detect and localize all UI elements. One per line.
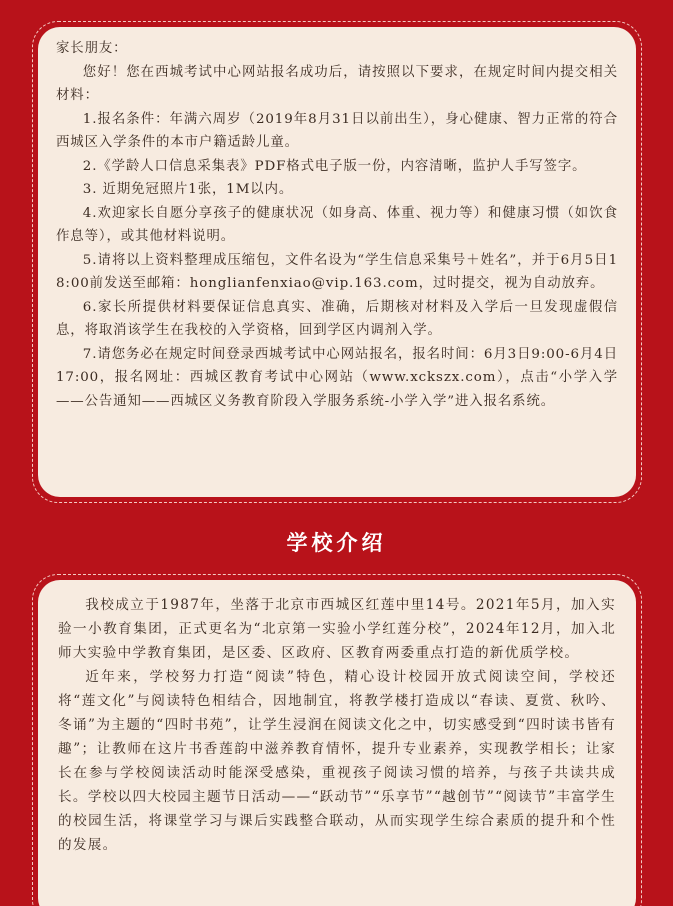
notice-item-1: 1.报名条件：年满六周岁（2019年8月31日以前出生），身心健康、智力正常的符合西城区入学条件的本市户籍适龄儿童。 [56,111,618,150]
notice-item-3: 3. 近期免冠照片1张，1M以内。 [82,182,294,197]
notice-item-4: 4.欢迎家长自愿分享孩子的健康状况（如身高、体重、视力等）和健康习惯（如饮食作息等），或其他材料说明。 [56,205,618,244]
intro-paragraph-1: 我校成立于1987年，坐落于北京市西城区红莲中里14号。2021年5月，加入实验一小教育集团，正式更名为“北京第一实验小学红莲分校”，2024年12月，加入北师大实验中学教育集团，是区委、区政府、区教育两委重点打造的新优质学校。 [58,597,616,661]
intro-paragraph-2: 近年来，学校努力打造“阅读”特色，精心设计校园开放式阅读空间，学校还将“莲文化”与阅读特色相结合，因地制宜，将教学楼打造成以“春读、夏赏、秋吟、冬诵”为主题的“四时书苑”，让学生浸润在阅读文化之中，切实感受到“四时读书皆有趣”；让教师在这片书香莲韵中滋养教育情怀，提升专业素养，实现教学相长；让家长在参与学校阅读活动时能深受感染，重视孩子阅读习惯的培养，与孩子共读共成长。学校以四大校园主题节日活动——“跃动节”“乐享节”“越创节”“阅读节”丰富学生的校园生活，将课堂学习与课后实践整合联动，从而实现学生综合素质的提升和个性的发展。 [58,669,616,853]
school-intro-card [38,580,636,906]
notice-item-5: 5.请将以上资料整理成压缩包，文件名设为“学生信息采集号＋姓名”，并于6月5日18:00前发送至邮箱：honglianfenxiao@vip.163.com，过时提交，视为自动放弃。 [56,252,618,291]
notice-item-6: 6.家长所提供材料要保证信息真实、准确，后期核对材料及入学后一旦发现虚假信息，将取消该学生在我校的入学资格，回到学区内调剂入学。 [56,299,618,338]
notice-item-7: 7.请您务必在规定时间登录西城考试中心网站报名，报名时间：6月3日9:00-6月4日17:00，报名网址：西城区教育考试中心网站（www.xckszx.com），点击“小学入学——公告通知——西城区义务教育阶段入学服务系统-小学入学”进入报名系统。 [56,346,618,409]
notice-item-2: 2.《学龄人口信息采集表》PDF格式电子版一份，内容清晰，监护人手写签字。 [82,158,587,174]
enrollment-notice-card [38,27,636,497]
greeting: 家长朋友： [56,41,128,56]
notice-paragraph-intro: 您好！您在西城考试中心网站报名成功后，请按照以下要求，在规定时间内提交相关材料： [56,64,618,103]
school-intro-title: 学校介绍 [286,531,387,555]
